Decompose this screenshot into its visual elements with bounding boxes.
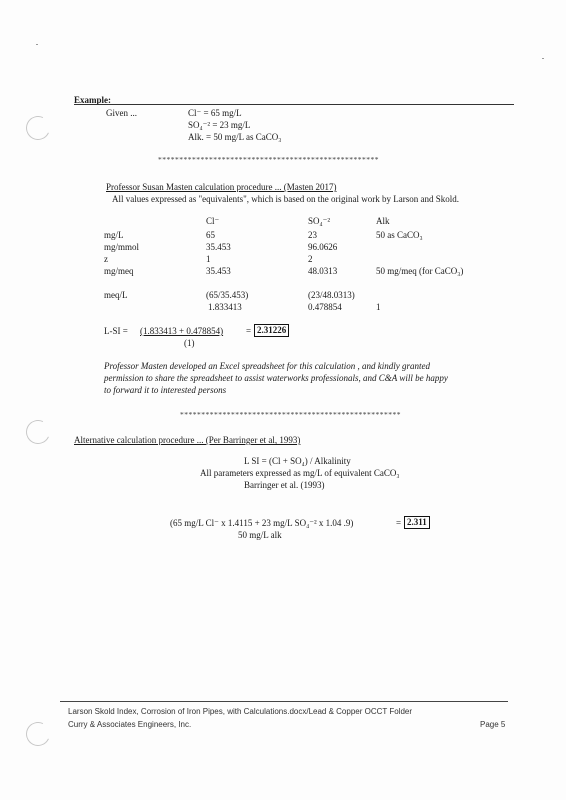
row-label-mgl: mg/L [104, 230, 124, 240]
binder-hole-bottom [23, 719, 54, 750]
cell-mgl-alk: 50 as CaCO₃ [376, 230, 423, 240]
given-sulfate: SO₄⁻² = 23 mg/L [188, 120, 251, 130]
lsi-numerator: (1.833413 + 0.478854) [140, 326, 224, 336]
italic-note-line-2: permission to share the spreadsheet to assist waterworks professionals, and C&A will be happy [104, 373, 448, 383]
row-label-mgmmol: mg/mmol [104, 242, 140, 252]
lsi-result: 2.31226 [254, 324, 289, 337]
cell-z-cl: 1 [206, 254, 211, 264]
footer-page-number: Page 5 [480, 720, 506, 729]
italic-note-line-3: to forward it to interested persons [104, 385, 227, 395]
scan-speck [36, 44, 38, 45]
footer-company: Curry & Associates Engineers, Inc. [68, 720, 192, 729]
cell-meq-value-so4: 0.478854 [308, 302, 342, 312]
footer-document-path: Larson Skold Index, Corrosion of Iron Pipes, with Calculations.docx/Lead & Copper OCCT Folder [68, 707, 413, 716]
star-separator-1: **************************************************** [158, 155, 379, 164]
cell-mgmeq-cl: 35.453 [206, 266, 231, 276]
binder-hole-middle [23, 417, 54, 448]
cell-mgl-so4: 23 [308, 230, 317, 240]
cell-mgmeq-so4: 48.0313 [308, 266, 338, 276]
cell-mgmeq-alk: 50 mg/meq (for CaCO₃) [376, 266, 464, 276]
method2-title: Alternative calculation procedure ... (Per Barringer et al, 1993) [74, 435, 301, 445]
cell-z-so4: 2 [308, 254, 313, 264]
binder-hole-top [23, 113, 54, 144]
scan-speck [542, 58, 544, 59]
cell-mgl-cl: 65 [206, 230, 215, 240]
table-header-cl: Cl⁻ [206, 216, 220, 226]
cell-meq-expr-so4: (23/48.0313) [308, 290, 355, 300]
row-label-z: z [104, 254, 108, 264]
cell-mgmmol-cl: 35.453 [206, 242, 231, 252]
lsi-equals: = [246, 326, 252, 336]
cell-mgmmol-so4: 96.0626 [308, 242, 338, 252]
given-chloride: Cl⁻ = 65 mg/L [188, 108, 242, 118]
method2-calc-denominator: 50 mg/L alk [238, 530, 282, 540]
given-alkalinity: Alk. = 50 mg/L as CaCO₃ [188, 132, 282, 142]
cell-meq-expr-cl: (65/35.453) [206, 290, 249, 300]
row-label-meql: meq/L [104, 290, 128, 300]
star-separator-2: **************************************************** [180, 410, 401, 419]
top-divider [74, 104, 514, 105]
cell-meq-value-alk: 1 [376, 302, 381, 312]
method2-formula-note: All parameters expressed as mg/L of equivalent CaCO₃ [200, 468, 400, 478]
row-label-mgmeq: mg/meq [104, 266, 134, 276]
lsi-denominator: (1) [184, 338, 195, 348]
example-heading: Example: [74, 95, 111, 105]
italic-note-line-1: Professor Masten developed an Excel spreadsheet for this calculation , and kindly granted [104, 361, 431, 371]
footer-divider [60, 701, 508, 702]
method2-citation: Barringer et al. (1993) [244, 480, 325, 490]
table-header-alk: Alk [376, 216, 390, 226]
given-label: Given ... [106, 108, 137, 118]
method2-calc-numerator: (65 mg/L Cl⁻ x 1.4115 + 23 mg/L SO₄⁻² x 1.04 .9) [170, 518, 354, 528]
method2-formula: L SI = (Cl + SO₄) / Alkalinity [244, 456, 351, 466]
method1-note: All values expressed as "equivalents", which is based on the original work by Larson and Skold. [112, 194, 460, 204]
method2-calc-result: 2.311 [404, 516, 430, 529]
method1-title: Professor Susan Masten calculation procedure ... (Masten 2017) [106, 182, 337, 192]
method2-calc-equals: = [396, 518, 402, 528]
cell-meq-value-cl: 1.833413 [208, 302, 242, 312]
lsi-prefix: L-SI = [104, 326, 128, 336]
table-header-so4: SO₄⁻² [308, 216, 331, 226]
